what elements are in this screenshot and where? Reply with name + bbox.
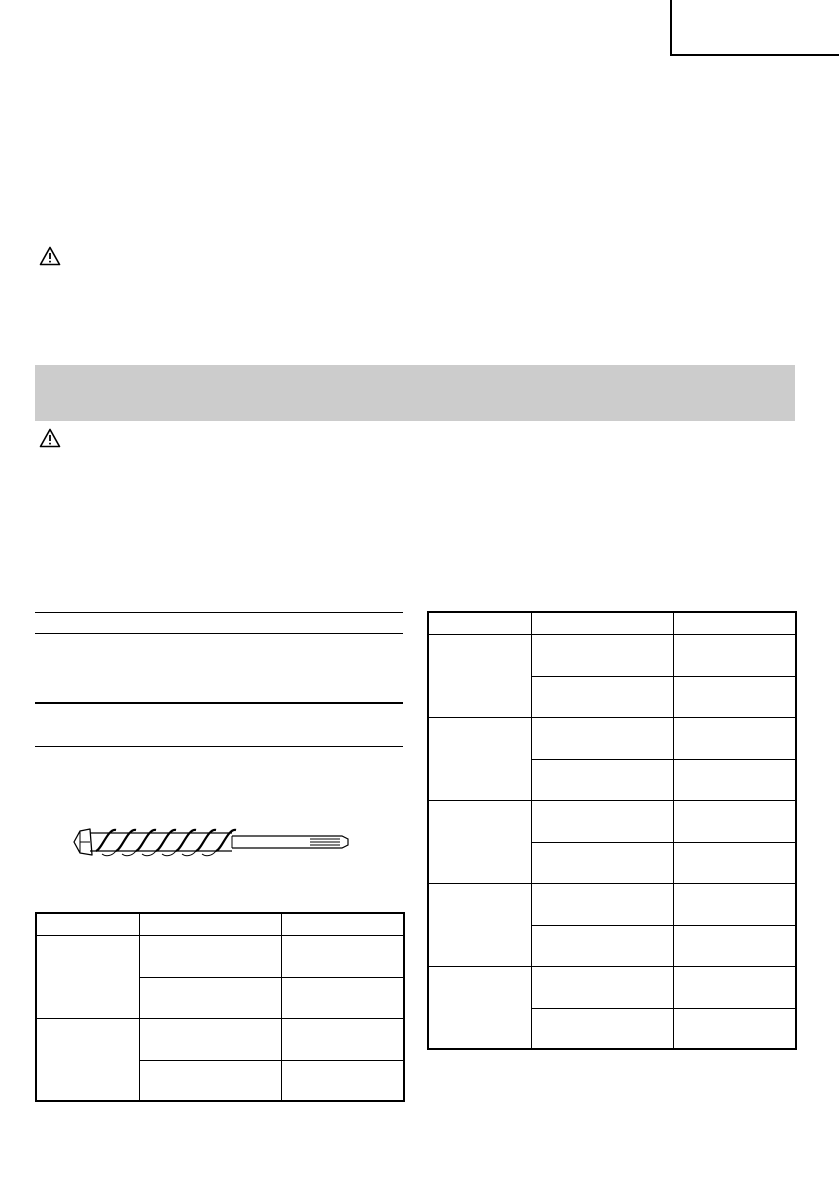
table-row xyxy=(428,634,796,676)
spec-table-rule xyxy=(35,612,403,613)
table-header-row xyxy=(428,612,796,634)
table-cell xyxy=(281,1060,404,1101)
table-group-cell xyxy=(36,1018,139,1101)
table-row xyxy=(428,966,796,1008)
spec-table-rule xyxy=(35,702,403,704)
table-cell xyxy=(531,759,673,800)
table-cell xyxy=(673,634,796,676)
table-cell xyxy=(531,800,673,842)
table-header-cell xyxy=(531,612,673,634)
table-group-cell xyxy=(428,800,531,883)
table-cell xyxy=(673,759,796,800)
table-group-cell xyxy=(428,883,531,966)
table-cell xyxy=(281,977,404,1018)
table-cell xyxy=(281,1018,404,1060)
table-cell xyxy=(531,842,673,883)
table-group-cell xyxy=(428,717,531,800)
table-header-cell xyxy=(673,612,796,634)
table-header-cell xyxy=(281,913,404,935)
table-header-row xyxy=(36,913,404,935)
table-cell xyxy=(673,717,796,759)
table-cell xyxy=(531,634,673,676)
left-table xyxy=(35,912,405,1102)
table-cell xyxy=(531,1008,673,1049)
table-header-cell xyxy=(36,913,139,935)
table-cell xyxy=(281,935,404,977)
table-cell xyxy=(139,1060,281,1101)
table-cell xyxy=(531,676,673,717)
table-group-cell xyxy=(428,634,531,717)
table-header-cell xyxy=(428,612,531,634)
table-row xyxy=(428,800,796,842)
table-cell xyxy=(531,925,673,966)
table-row xyxy=(428,717,796,759)
table-cell xyxy=(673,800,796,842)
table-row xyxy=(36,935,404,977)
right-table xyxy=(427,611,797,1050)
table-cell xyxy=(673,1008,796,1049)
table-cell xyxy=(673,883,796,925)
table-cell xyxy=(673,966,796,1008)
section-header-band xyxy=(35,365,795,421)
table-cell xyxy=(673,925,796,966)
table-row xyxy=(428,883,796,925)
table-cell xyxy=(531,966,673,1008)
table-group-cell xyxy=(428,966,531,1049)
spec-table-rule xyxy=(35,746,403,747)
table-cell xyxy=(139,1018,281,1060)
table-cell xyxy=(531,883,673,925)
table-cell xyxy=(673,842,796,883)
table-header-cell xyxy=(139,913,281,935)
warning-triangle-icon xyxy=(39,246,61,266)
table-cell xyxy=(673,676,796,717)
table-cell xyxy=(139,935,281,977)
table-row xyxy=(36,1018,404,1060)
spec-table-rule xyxy=(35,633,403,634)
warning-triangle-icon xyxy=(39,428,61,448)
table-cell xyxy=(531,717,673,759)
table-group-cell xyxy=(36,935,139,1018)
table-cell xyxy=(139,977,281,1018)
drill-bit-icon xyxy=(72,822,352,862)
page-tab-box xyxy=(670,0,839,56)
